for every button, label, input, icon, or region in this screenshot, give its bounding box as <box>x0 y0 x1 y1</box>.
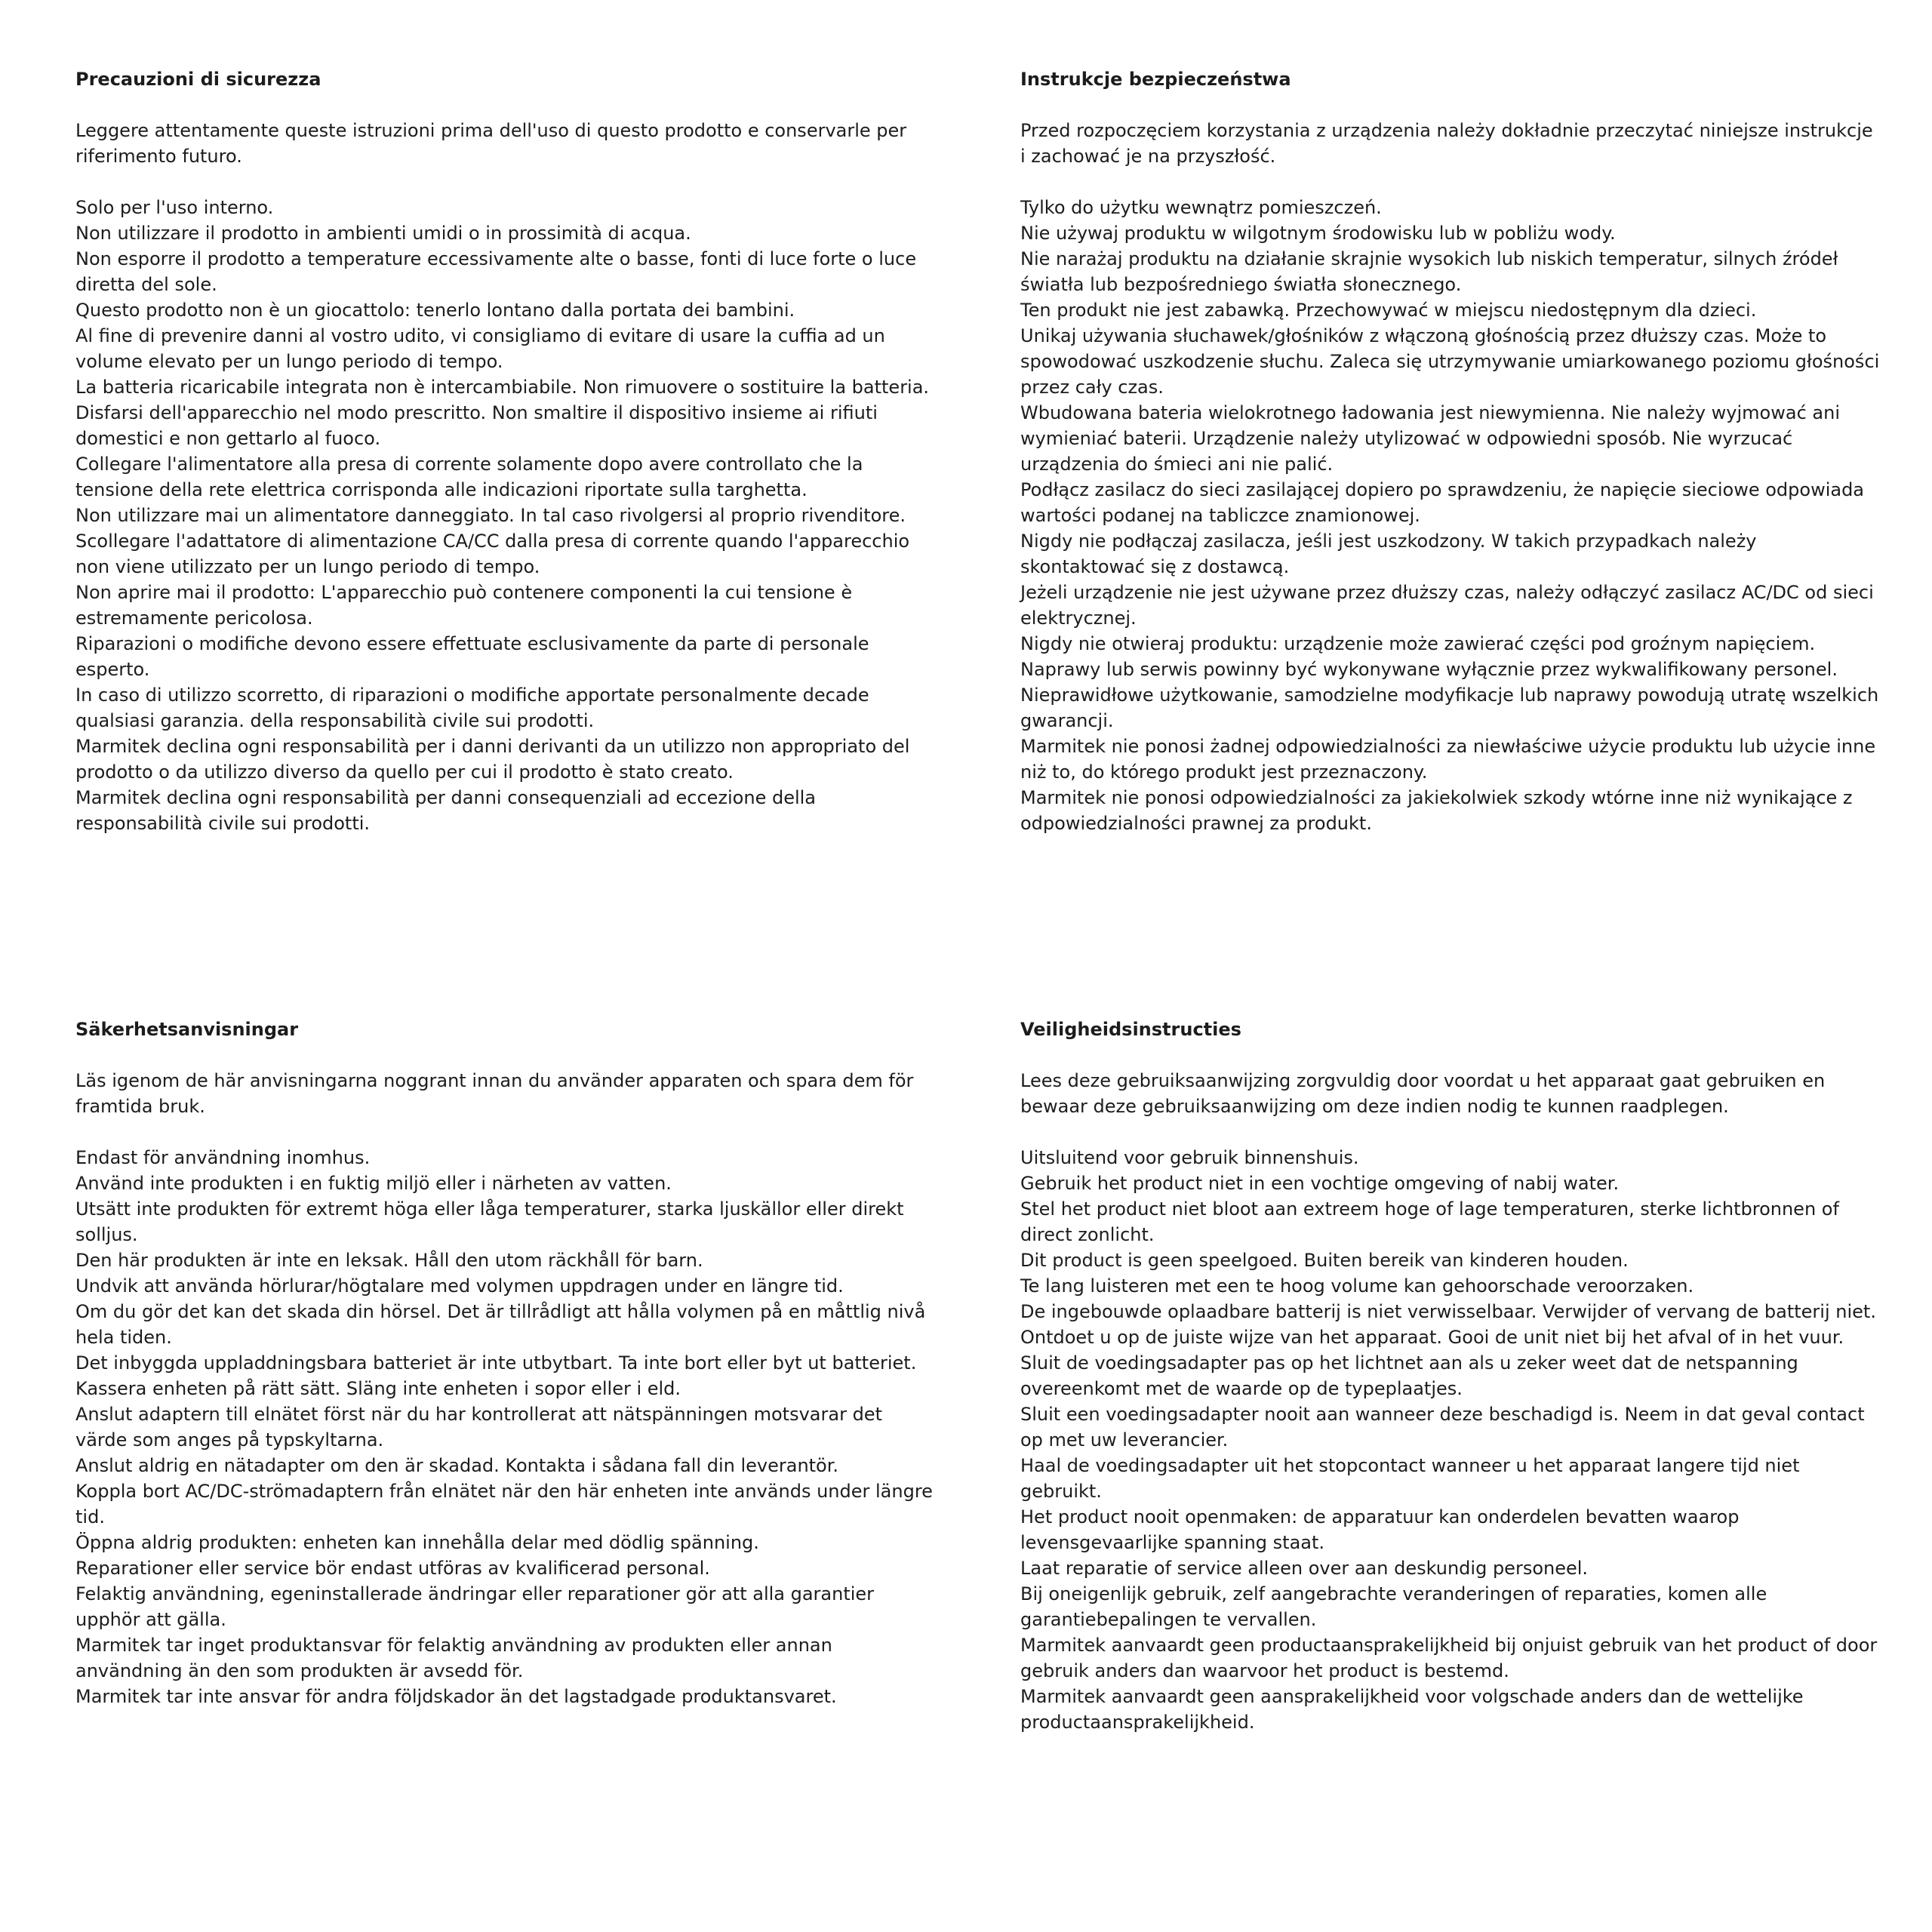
section-title: Precauzioni di sicurezza <box>75 69 321 90</box>
section-title: Veiligheidsinstructies <box>1020 1019 1241 1040</box>
section-intro: Läs igenom de här anvisningarna noggrant innan du använder apparaten och spara dem för framtida bruk. <box>75 1070 914 1117</box>
instruction-item: Het product nooit openmaken: de apparatuur kan onderdelen bevatten waarop levensgevaarlijke spanning staat. <box>1020 1506 1740 1553</box>
instruction-item: In caso di utilizzo scorretto, di riparazioni o modifiche apportate personalmente decade qualsiasi garanzia. della responsabilità civile sui prodotti. <box>75 685 869 731</box>
instruction-item: Marmitek declina ogni responsabilità per i danni derivanti da un utilizzo non appropriato del prodotto o da utilizzo diverso da quello per cui il prodotto è stato creato. <box>75 736 910 783</box>
instruction-item: Utsätt inte produkten för extremt höga eller låga temperaturer, starka ljuskällor eller direkt solljus. <box>75 1198 904 1245</box>
instruction-item: Öppna aldrig produkten: enheten kan innehålla delar med dödlig spänning. <box>75 1532 759 1553</box>
instruction-item: Non utilizzare il prodotto in ambienti umidi o in prossimità di acqua. <box>75 223 691 244</box>
instruction-item: Marmitek nie ponosi odpowiedzialności za jakiekolwiek szkody wtórne inne niż wynikające z odpowiedzialności prawnej za produkt. <box>1020 787 1853 834</box>
instruction-item: Nie używaj produktu w wilgotnym środowisku lub w pobliżu wody. <box>1020 223 1616 244</box>
instruction-item: Bij oneigenlijk gebruik, zelf aangebrachte veranderingen of reparaties, komen alle garantiebepalingen te vervallen. <box>1020 1583 1767 1630</box>
instruction-item: Nigdy nie podłączaj zasilacza, jeśli jest uszkodzony. W takich przypadkach należy skontaktować się z dostawcą. <box>1020 531 1757 577</box>
section-dutch <box>1020 1017 1881 1735</box>
instruction-item: Podłącz zasilacz do sieci zasilającej dopiero po sprawdzeniu, że napięcie sieciowe odpowiada wartości podanej na tabliczce znamionowej. <box>1020 479 1865 526</box>
section-swedish <box>75 1017 936 1709</box>
instruction-list <box>1020 195 1881 836</box>
instruction-item: Marmitek aanvaardt geen productaansprakelijkheid bij onjuist gebruik van het product of door gebruik anders dan waarvoor het product is bestemd. <box>1020 1635 1878 1681</box>
instruction-item: Scollegare l'adattatore di alimentazione CA/CC dalla presa di corrente quando l'apparecchio non viene utilizzato per un lungo periodo di tempo. <box>75 531 910 577</box>
section-intro: Lees deze gebruiksaanwijzing zorgvuldig door voordat u het apparaat gaat gebruiken en bewaar deze gebruiksaanwijzing om deze indien nodig te kunnen raadplegen. <box>1020 1070 1826 1117</box>
instruction-item: Anslut aldrig en nätadapter om den är skadad. Kontakta i sådana fall din leverantör. <box>75 1455 839 1476</box>
instruction-item: Undvik att använda hörlurar/högtalare med volymen uppdragen under en längre tid. <box>75 1275 844 1297</box>
section-italian <box>75 66 936 836</box>
section-polish <box>1020 66 1881 836</box>
instruction-item: Stel het product niet bloot aan extreem hoge of lage temperaturen, sterke lichtbronnen of direct zonlicht. <box>1020 1198 1839 1245</box>
instruction-item: Haal de voedingsadapter uit het stopcontact wanneer u het apparaat langere tijd niet gebruikt. <box>1020 1455 1800 1502</box>
instruction-item: Marmitek aanvaardt geen aansprakelijkheid voor volgschade anders dan de wettelijke productaansprakelijkheid. <box>1020 1686 1804 1733</box>
instruction-item: Det inbyggda uppladdningsbara batteriet är inte utbytbart. Ta inte bort eller byt ut batteriet. Kassera enheten på rätt sätt. Släng inte enheten i sopor eller i eld. <box>75 1352 917 1399</box>
instruction-item: Collegare l'alimentatore alla presa di corrente solamente dopo avere controllato che la tensione della rete elettrica corrisponda alle indicazioni riportate sulla targhetta. <box>75 454 863 500</box>
instruction-item: Gebruik het product niet in een vochtige omgeving of nabij water. <box>1020 1173 1620 1194</box>
instruction-item: Wbudowana bateria wielokrotnego ładowania jest niewymienna. Nie należy wyjmować ani wymieniać baterii. Urządzenie należy utylizować w odpowiedni sposób. Nie wyrzucać urządzenia do śmieci ani nie palić. <box>1020 402 1840 475</box>
instruction-item: Marmitek declina ogni responsabilità per danni consequenziali ad eccezione della responsabilità civile sui prodotti. <box>75 787 817 834</box>
instruction-item: De ingebouwde oplaadbare batterij is niet verwisselbaar. Verwijder of vervang de batterij niet. Ontdoet u op de juiste wijze van het apparaat. Gooi de unit niet bij het afval of in het vuur. <box>1020 1301 1876 1348</box>
instruction-list <box>75 195 936 836</box>
instruction-item: Questo prodotto non è un giocattolo: tenerlo lontano dalla portata dei bambini. <box>75 300 795 321</box>
instruction-item: Nigdy nie otwieraj produktu: urządzenie może zawierać części pod groźnym napięciem. <box>1020 633 1816 654</box>
instruction-item: Unikaj używania słuchawek/głośników z włączoną głośnością przez dłuższy czas. Może to spowodować uszkodzenie słuchu. Zaleca się utrzymywanie umiarkowanego poziomu głośności przez cały czas. <box>1020 325 1880 398</box>
instruction-item: Ten produkt nie jest zabawką. Przechowywać w miejscu niedostępnym dla dzieci. <box>1020 300 1757 321</box>
instruction-item: Solo per l'uso interno. <box>75 197 274 218</box>
instruction-item: Reparationer eller service bör endast utföras av kvalificerad personal. <box>75 1558 710 1579</box>
instruction-item: Använd inte produkten i en fuktig miljö eller i närheten av vatten. <box>75 1173 672 1194</box>
instruction-item: Non esporre il prodotto a temperature eccessivamente alte o basse, fonti di luce forte o luce diretta del sole. <box>75 248 917 295</box>
instruction-item: Laat reparatie of service alleen over aan deskundig personeel. <box>1020 1558 1589 1579</box>
instruction-item: Marmitek tar inte ansvar för andra följdskador än det lagstadgade produktansvaret. <box>75 1686 837 1707</box>
instruction-list <box>75 1145 936 1709</box>
instruction-item: Anslut adaptern till elnätet först när du har kontrollerat att nätspänningen motsvarar det värde som anges på typskyltarna. <box>75 1404 882 1451</box>
instruction-list <box>1020 1145 1881 1735</box>
instruction-item: Riparazioni o modifiche devono essere effettuate esclusivamente da parte di personale esperto. <box>75 633 869 680</box>
instruction-item: Tylko do użytku wewnątrz pomieszczeń. <box>1020 197 1382 218</box>
instruction-item: Om du gör det kan det skada din hörsel. Det är tillrådligt att hålla volymen på en måttlig nivå hela tiden. <box>75 1301 926 1348</box>
instruction-item: Nie narażaj produktu na działanie skrajnie wysokich lub niskich temperatur, silnych źródeł światła lub bezpośredniego światła słonecznego. <box>1020 248 1838 295</box>
section-title: Säkerhetsanvisningar <box>75 1019 299 1040</box>
instruction-item: Dit product is geen speelgoed. Buiten bereik van kinderen houden. <box>1020 1250 1629 1271</box>
instruction-item: Non aprire mai il prodotto: L'apparecchio può contenere componenti la cui tensione è estremamente pericolosa. <box>75 582 853 629</box>
instruction-item: Naprawy lub serwis powinny być wykonywane wyłącznie przez wykwalifikowany personel. <box>1020 659 1838 680</box>
instruction-item: Uitsluitend voor gebruik binnenshuis. <box>1020 1147 1359 1168</box>
instruction-item: Jeżeli urządzenie nie jest używane przez dłuższy czas, należy odłączyć zasilacz AC/DC od sieci elektrycznej. <box>1020 582 1874 629</box>
instruction-item: La batteria ricaricabile integrata non è intercambiabile. Non rimuovere o sostituire la batteria. Disfarsi dell'apparecchio nel modo prescritto. Non smaltire il dispositivo insieme ai rifiuti domestici e non gettarlo al fuoco. <box>75 377 930 449</box>
instruction-item: Marmitek nie ponosi żadnej odpowiedzialności za niewłaściwe użycie produktu lub użycie inne niż to, do którego produkt jest przeznaczony. <box>1020 736 1876 783</box>
instruction-item: Felaktig användning, egeninstallerade ändringar eller reparationer gör att alla garantier upphör att gälla. <box>75 1583 875 1630</box>
instruction-item: Al fine di prevenire danni al vostro udito, vi consigliamo di evitare di usare la cuffia ad un volume elevato per un lungo periodo di tempo. <box>75 325 885 372</box>
instruction-item: Nieprawidłowe użytkowanie, samodzielne modyfikacje lub naprawy powodują utratę wszelkich gwarancji. <box>1020 685 1879 731</box>
instruction-item: Sluit de voedingsadapter pas op het lichtnet aan als u zeker weet dat de netspanning overeenkomt met de waarde op de typeplaatjes. <box>1020 1352 1798 1399</box>
section-intro: Przed rozpoczęciem korzystania z urządzenia należy dokładnie przeczytać niniejsze instrukcje i zachować je na przyszłość. <box>1020 120 1873 167</box>
instruction-item: Koppla bort AC/DC-strömadaptern från elnätet när den här enheten inte används under längre tid. <box>75 1481 933 1527</box>
instruction-item: Den här produkten är inte en leksak. Håll den utom räckhåll för barn. <box>75 1250 703 1271</box>
instruction-item: Marmitek tar inget produktansvar för felaktig användning av produkten eller annan användning än den som produkten är avsedd för. <box>75 1635 832 1681</box>
instruction-item: Te lang luisteren met een te hoog volume kan gehoorschade veroorzaken. <box>1020 1275 1694 1297</box>
section-title: Instrukcje bezpieczeństwa <box>1020 69 1291 90</box>
section-intro: Leggere attentamente queste istruzioni prima dell'uso di questo prodotto e conservarle per riferimento futuro. <box>75 120 907 167</box>
instruction-item: Endast för användning inomhus. <box>75 1147 371 1168</box>
instruction-item: Non utilizzare mai un alimentatore danneggiato. In tal caso rivolgersi al proprio rivenditore. <box>75 505 906 526</box>
instruction-item: Sluit een voedingsadapter nooit aan wanneer deze beschadigd is. Neem in dat geval contact op met uw leverancier. <box>1020 1404 1865 1451</box>
